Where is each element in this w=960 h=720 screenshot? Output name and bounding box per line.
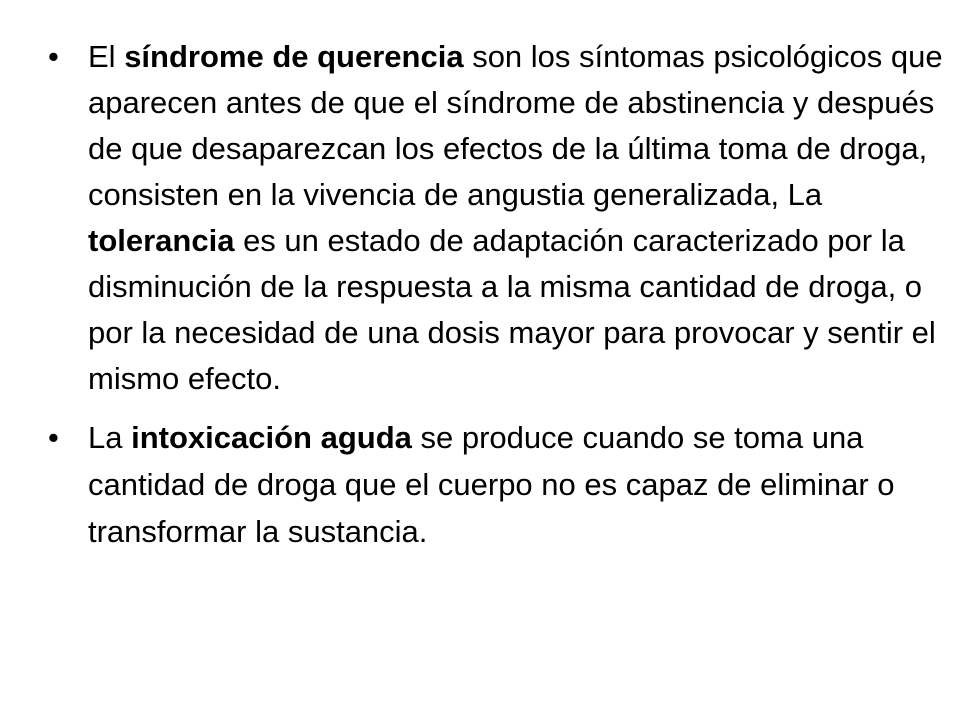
bullet-text-segment: es un estado de adaptación caracterizado por la disminución de la respuesta a la misma cantidad de droga, o por la necesidad de una dosis mayor para provocar y sentir el mismo efecto. [88, 223, 936, 396]
bullet-text-segment: El [88, 39, 125, 74]
bullet-point-icon: • [48, 420, 59, 455]
bullet-point-icon: • [48, 39, 59, 74]
term-tolerancia: tolerancia [88, 223, 235, 258]
bullet-intoxicacion-aguda [0, 414, 948, 555]
bullet-text-segment: son los síntomas psicológicos que aparecen antes de que el síndrome de abstinencia y después de que desaparezcan los efectos de la última toma de droga, consisten en la vivencia de angustia generalizada, La [88, 39, 943, 212]
term-intoxicacion-aguda: intoxicación aguda [131, 420, 412, 455]
bullet-text-segment: se produce cuando se toma una cantidad de droga que el cuerpo no es capaz de eliminar o transformar la sustancia. [88, 420, 895, 549]
bullet-text-segment: La [88, 420, 132, 455]
bullet-list [0, 34, 960, 555]
bullet-querencia-tolerancia [0, 34, 948, 402]
term-sindrome-de-querencia: síndrome de querencia [124, 39, 464, 74]
